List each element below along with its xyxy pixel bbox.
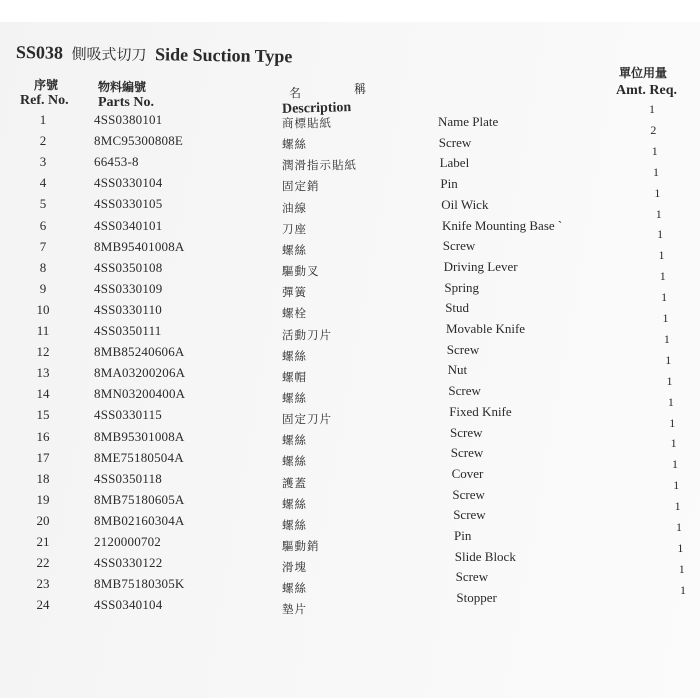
amount-required: 1 [673,478,680,493]
name-chinese: 螺絲 [282,496,307,511]
part-number: 8MC95300808E [94,133,184,149]
amount-required: 1 [665,352,672,367]
amount-required: 1 [677,540,684,555]
amount-required: 1 [657,227,664,242]
title-chinese: 側吸式切刀 [71,44,147,65]
ref-no: 15 [36,407,50,423]
description: Stopper [456,590,497,606]
ref-no: 14 [36,386,50,402]
ref-no: 9 [39,280,47,296]
header-description: Description [281,100,352,117]
description: Oil Wick [441,196,489,212]
description: Fixed Knife [449,403,512,419]
amount-required: 1 [671,457,678,472]
title-english: Side Suction Type [154,44,293,67]
part-number: 4SS0350118 [94,470,162,486]
part-number: 8MB85240606A [94,344,185,360]
description: Cover [451,465,484,481]
description: Screw [455,569,489,585]
ref-no: 3 [39,154,47,170]
amount-required: 2 [650,122,657,137]
part-number: 8MB95301008A [94,428,185,444]
part-number: 4SS0340104 [94,597,163,613]
header-ref-zh: 序號 [34,78,59,92]
name-chinese: 潤滑指示貼紙 [282,158,357,173]
header-parts-en: Parts No. [98,95,154,110]
ref-no: 4 [39,175,47,191]
amount-required: 1 [678,561,685,576]
amount-required: 1 [661,290,668,305]
name-chinese: 驅動銷 [282,539,320,553]
ref-no: 24 [36,597,50,613]
amount-required: 1 [649,102,655,116]
name-chinese: 刀座 [282,221,307,236]
header-amt-en: Amt. Req. [616,83,678,98]
part-number: 8MB75180305K [94,576,185,592]
description: Spring [444,279,480,295]
part-number: 8MB75180605A [94,491,185,507]
name-chinese: 螺絲 [282,581,307,596]
description: Screw [446,341,480,357]
header-name-zh-b: 稱 [354,82,367,96]
name-chinese: 螺絲 [282,348,307,363]
description: Movable Knife [446,321,526,336]
part-number: 4SS0330115 [94,407,162,423]
ref-no: 22 [36,555,50,571]
amount-required: 1 [666,373,673,388]
name-chinese: 油線 [282,200,307,215]
name-chinese: 螺絲 [282,390,307,405]
amount-required: 1 [667,394,674,409]
amount-required: 1 [653,164,660,179]
description: Screw [450,424,483,440]
part-number: 8MB95401008A [94,238,185,254]
ref-no: 18 [36,470,50,486]
ref-no: 21 [36,534,50,549]
amount-required: 1 [680,582,687,597]
name-chinese: 驅動叉 [282,264,320,279]
ref-no: 11 [36,323,50,338]
header-amt-zh: 單位用量 [619,66,668,80]
amount-required: 1 [674,499,681,514]
part-number: 8MN03200400A [94,386,186,402]
part-number: 8MB02160304A [94,512,185,528]
amount-required: 1 [651,143,658,158]
description: Screw [438,134,472,150]
description: Screw [452,486,485,502]
part-number: 66453-8 [94,154,139,170]
ref-no: 8 [39,259,47,275]
part-number: 8ME75180504A [94,449,184,465]
description: Pin [440,176,458,192]
header-name-zh-a: 名 [289,86,302,100]
name-chinese: 螺栓 [282,306,307,321]
name-chinese: 螺絲 [282,517,307,532]
name-chinese: 彈簧 [282,285,307,300]
ref-no: 19 [36,491,50,507]
amount-required: 1 [670,436,677,451]
ref-no: 12 [36,344,50,360]
part-number: 2120000702 [94,534,161,549]
name-chinese: 活動刀片 [282,327,332,342]
part-number: 4SS0330109 [94,280,163,296]
ref-no: 5 [39,196,47,212]
ref-no: 2 [39,133,47,149]
description: Name Plate [438,114,499,129]
amount-required: 1 [676,520,682,534]
ref-no: 10 [36,301,50,317]
header-parts-zh: 物料編號 [98,80,147,94]
name-chinese: 螺絲 [282,137,307,152]
part-number: 4SS0340101 [94,217,163,233]
description: Driving Lever [443,258,518,274]
part-number: 4SS0380101 [94,112,163,127]
name-chinese: 螺帽 [282,369,307,384]
ref-no: 7 [39,238,47,254]
part-number: 4SS0330110 [94,301,162,317]
description: Stud [445,300,470,316]
header-ref-en: Ref. No. [20,93,69,108]
title-code: SS038 [15,42,64,63]
part-number: 4SS0350108 [94,259,163,275]
name-chinese: 螺絲 [282,454,307,469]
ref-no: 1 [39,112,47,127]
amount-required: 1 [669,415,676,430]
amount-required: 1 [659,269,666,284]
ref-no: 6 [39,217,47,233]
amount-required: 1 [654,185,661,200]
description: Slide Block [454,548,516,564]
description: Screw [448,383,481,399]
part-number: 8MA03200206A [94,365,186,381]
description: Nut [447,362,468,378]
amount-required: 1 [662,311,669,325]
description: Screw [450,445,484,461]
name-chinese: 墊片 [282,602,307,617]
name-chinese: 螺絲 [282,433,307,448]
part-number: 4SS0350111 [94,323,162,338]
description: Screw [453,507,486,523]
part-number: 4SS0330105 [94,196,163,212]
description: Pin [454,528,472,543]
page-title [16,42,293,67]
name-chinese: 固定銷 [282,179,320,194]
amount-required: 1 [663,331,670,346]
ref-no: 17 [36,449,50,465]
name-chinese: 螺絲 [282,242,307,257]
description: Knife Mounting Base ` [442,217,563,233]
name-chinese: 滑塊 [282,560,307,575]
name-chinese: 護蓋 [282,475,307,490]
amount-required: 1 [655,206,662,221]
name-chinese: 固定刀片 [282,412,332,427]
description: Screw [442,238,476,254]
description: Label [439,155,470,171]
part-number: 4SS0330122 [94,555,163,571]
name-chinese: 商標貼紙 [282,116,332,130]
ref-no: 23 [36,576,50,592]
ref-no: 16 [36,428,50,444]
ref-no: 13 [36,365,50,381]
part-number: 4SS0330104 [94,175,163,191]
ref-no: 20 [36,512,50,528]
amount-required: 1 [658,248,665,263]
